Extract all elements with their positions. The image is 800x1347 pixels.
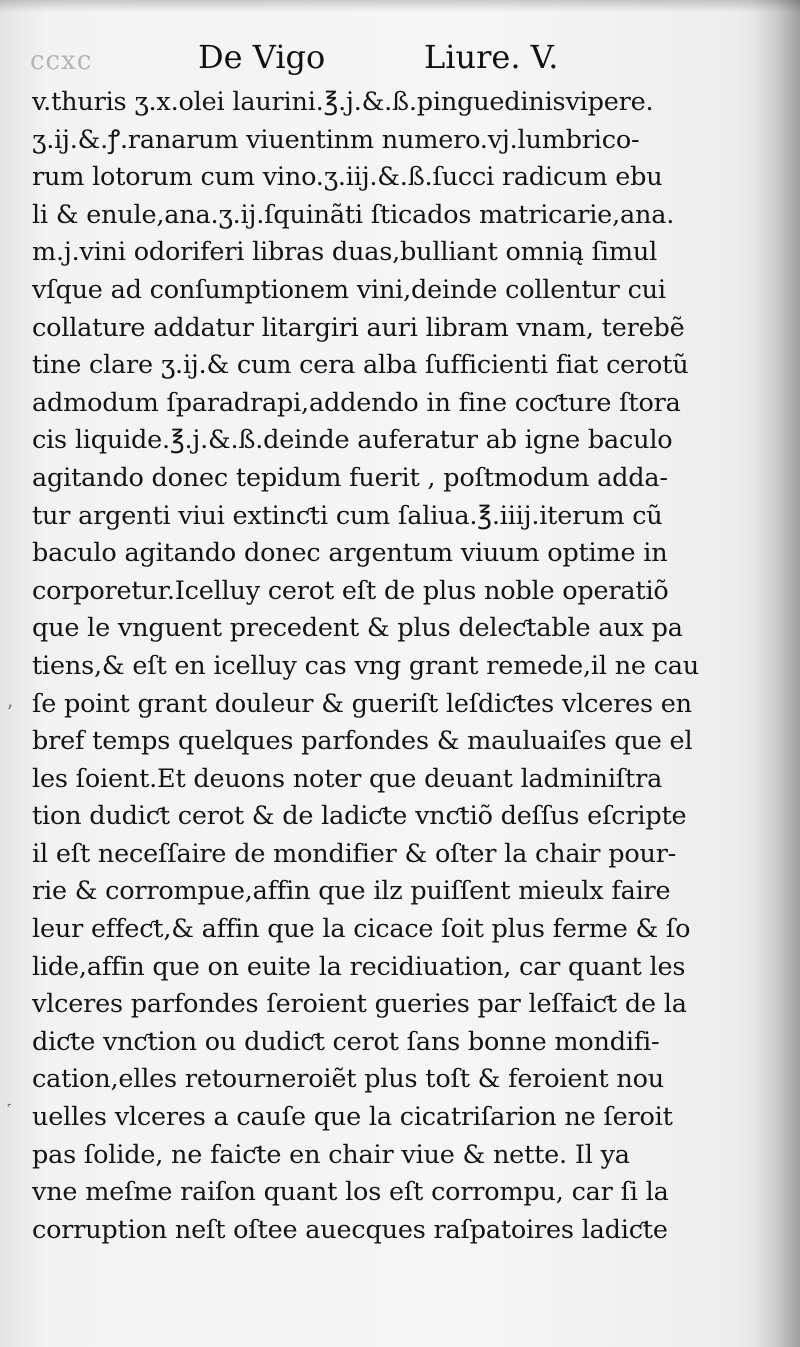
- text-line: ʒ.ij.&.ꝭ.ranarum viuentinm numero.vj.lumbrico-: [32, 124, 640, 155]
- text-line: cation,elles retourneroiẽt plus toſt & feroient nou: [32, 1064, 664, 1095]
- text-line: uelles vlceres a cauſe que la cicatriſarion ne ſeroit: [32, 1102, 673, 1133]
- margin-mark: ˹: [6, 1098, 13, 1122]
- folio-number: ccxc: [30, 46, 93, 76]
- book-number: Liure. V.: [424, 38, 559, 76]
- text-line: les ſoient.Et deuons noter que deuant ladminiſtra: [32, 763, 663, 794]
- text-line: lide,affin que on euite la recidiuation, car quant les: [32, 951, 686, 982]
- text-line: diƈte vnƈtion ou dudiƈt cerot ſans bonne mondifi-: [32, 1026, 660, 1057]
- text-line: corruption neſt oſtee auecques raſpatoires ladiƈte: [32, 1214, 668, 1245]
- text-line: ſe point grant douleur & gueriſt leſdiƈtes vlceres en: [32, 688, 692, 719]
- text-line: corporetur.Icelluy cerot eſt de plus noble operatiõ: [32, 575, 669, 606]
- page-header: [0, 30, 800, 90]
- page-edge-shadow-top: [0, 0, 800, 12]
- text-line: pas ſolide, ne faiƈte en chair viue & nette. Il ya: [32, 1139, 630, 1170]
- text-line: tion dudiƈt cerot & de ladiƈte vnƈtiõ deſſus eſcripte: [32, 801, 687, 832]
- text-line: tiens,& eſt en icelluy cas vng grant remede,il ne cau: [32, 650, 700, 681]
- text-line: baculo agitando donec argentum viuum optime in: [32, 538, 668, 569]
- text-line: vſque ad conſumptionem vini,deinde collentur cui: [32, 274, 666, 305]
- body-text: [32, 84, 712, 1249]
- text-line: rum lotorum cum vino.ʒ.iij.&.ß.ſucci radicum ebu: [32, 162, 663, 193]
- text-line: que le vnguent precedent & plus deleƈtable aux pa: [32, 613, 683, 644]
- text-line: agitando donec tepidum fuerit , poſtmodum adda-: [32, 462, 668, 493]
- text-line: cis liquide.℥.j.&.ß.deinde auferatur ab igne baculo: [32, 425, 673, 456]
- page-gutter-shadow: [752, 0, 800, 1347]
- text-line: bref temps quelques parfondes & mauluaiſes que el: [32, 726, 693, 757]
- margin-mark: ʼ: [6, 700, 13, 724]
- text-line: li & enule,ana.ʒ.ij.ſquinãti ſticados matricarie,ana.: [32, 199, 675, 230]
- text-line: admodum ſparadrapi,addendo in fine coƈture ſtora: [32, 387, 681, 418]
- text-line: tine clare ʒ.ij.& cum cera alba ſufficienti fiat cerotũ: [32, 350, 689, 381]
- text-line: il eſt neceſſaire de mondifier & oſter la chair pour-: [32, 838, 677, 869]
- running-title: De Vigo: [198, 38, 326, 76]
- text-line: collature addatur litargiri auri libram vnam, terebẽ: [32, 312, 685, 343]
- text-line: m.j.vini odoriferi libras duas,bulliant omnią ſimul: [32, 237, 658, 268]
- text-line: tur argenti viui extinƈti cum ſaliua.℥.iiij.iterum cũ: [32, 500, 663, 531]
- text-line: rie & corrompue,affin que ilz puiſſent mieulx faire: [32, 876, 671, 907]
- text-line: leur effeƈt,& affin que la cicace ſoit plus ferme & ſo: [32, 914, 691, 945]
- text-line: v.thuris ʒ.x.olei laurini.℥.j.&.ß.pinguedinisvipere.: [32, 87, 654, 117]
- text-line: vne meſme raiſon quant los eſt corrompu, car ſi la: [32, 1177, 669, 1208]
- text-line: vlceres parfondes ſeroient gueries par leſfaiƈt de la: [32, 989, 687, 1020]
